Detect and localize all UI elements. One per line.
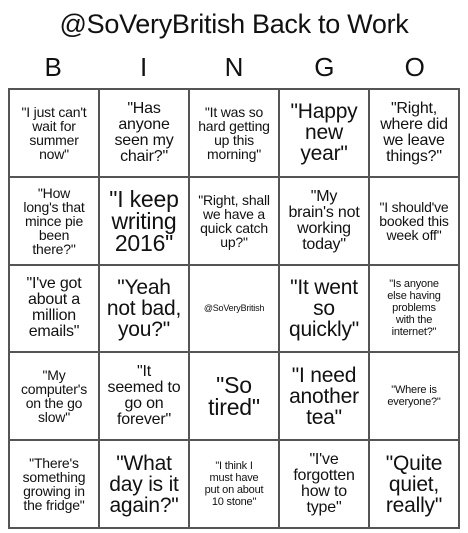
bingo-cell: [100, 178, 190, 266]
bingo-cell-text: "How long's that mince pie been there?": [23, 184, 85, 257]
bingo-cell: [10, 178, 100, 266]
bingo-cell-text: "I just can't wait for summer now": [21, 103, 87, 162]
bingo-letter-n: N: [224, 52, 244, 82]
bingo-cell-text: "It went so quickly": [288, 275, 360, 341]
bingo-cell-text: "Yeah not bad, you?": [106, 275, 182, 341]
bingo-cell: [370, 90, 460, 178]
bingo-cell-text: "Happy new year": [290, 100, 358, 166]
bingo-cell: [280, 353, 370, 441]
bingo-cell: [10, 353, 100, 441]
bingo-cell-text: "Right, where did we leave things?": [380, 99, 448, 165]
bingo-cell-text: "I've got about a million emails": [26, 275, 82, 341]
bingo-cell-text: "So tired": [208, 372, 260, 421]
bingo-cell: [100, 441, 190, 529]
bingo-grid: [8, 88, 460, 529]
bingo-cell-text: "What day is it again?": [109, 451, 179, 517]
bingo-cell: [100, 266, 190, 354]
bingo-cell-text: "I should've booked this week off": [379, 198, 449, 243]
bingo-letter-o: O: [404, 52, 425, 82]
bingo-cell: [280, 178, 370, 266]
bingo-cell-text: "Where is everyone?": [387, 384, 441, 409]
bingo-cell-text: "Is anyone else having problems with the internet?": [387, 278, 441, 339]
bingo-letter-b: B: [44, 52, 62, 82]
bingo-cell: [100, 353, 190, 441]
bingo-cell-text: "My computer's on the go slow": [20, 367, 88, 426]
bingo-letter-i: I: [139, 52, 148, 82]
bingo-cell-text: "Quite quiet, really": [385, 451, 443, 517]
bingo-cell: [370, 178, 460, 266]
bingo-cell: [100, 90, 190, 178]
bingo-cell free-space: [190, 266, 280, 354]
bingo-cell: [370, 441, 460, 529]
bingo-cell-text: "My brain's not working today": [288, 187, 360, 253]
bingo-cell-text: "I think I must have put on about 10 stone": [204, 460, 264, 509]
bingo-cell-text: "Right, shall we have a quick catch up?": [198, 191, 270, 250]
bingo-cell-text: "It seemed to go on forever": [107, 363, 181, 429]
bingo-cell: [10, 266, 100, 354]
page-title: @SoVeryBritish Back to Work: [59, 9, 409, 39]
bingo-cell: [10, 90, 100, 178]
bingo-cell-text: "I need another tea": [289, 363, 359, 429]
bingo-letter-g: G: [314, 52, 335, 82]
bingo-cell: [370, 353, 460, 441]
bingo-cell: [280, 90, 370, 178]
bingo-cell: [280, 266, 370, 354]
bingo-cell-text: "It was so hard getting up this morning": [198, 103, 270, 162]
bingo-cell: [190, 441, 280, 529]
bingo-cell: [190, 90, 280, 178]
bingo-cell: [280, 441, 370, 529]
bingo-cell-text: "Has anyone seen my chair?": [114, 99, 174, 165]
bingo-cell: [370, 266, 460, 354]
free-space-handle: @SoVeryBritish: [203, 303, 265, 314]
bingo-cell-text: "I've forgotten how to type": [293, 451, 355, 517]
bingo-header: [8, 50, 460, 84]
bingo-cell: [190, 178, 280, 266]
bingo-cell: [190, 353, 280, 441]
bingo-cell: [10, 441, 100, 529]
bingo-cell-text: "There's something growing in the fridge": [22, 455, 86, 514]
bingo-cell-text: "I keep writing 2016": [109, 185, 179, 256]
